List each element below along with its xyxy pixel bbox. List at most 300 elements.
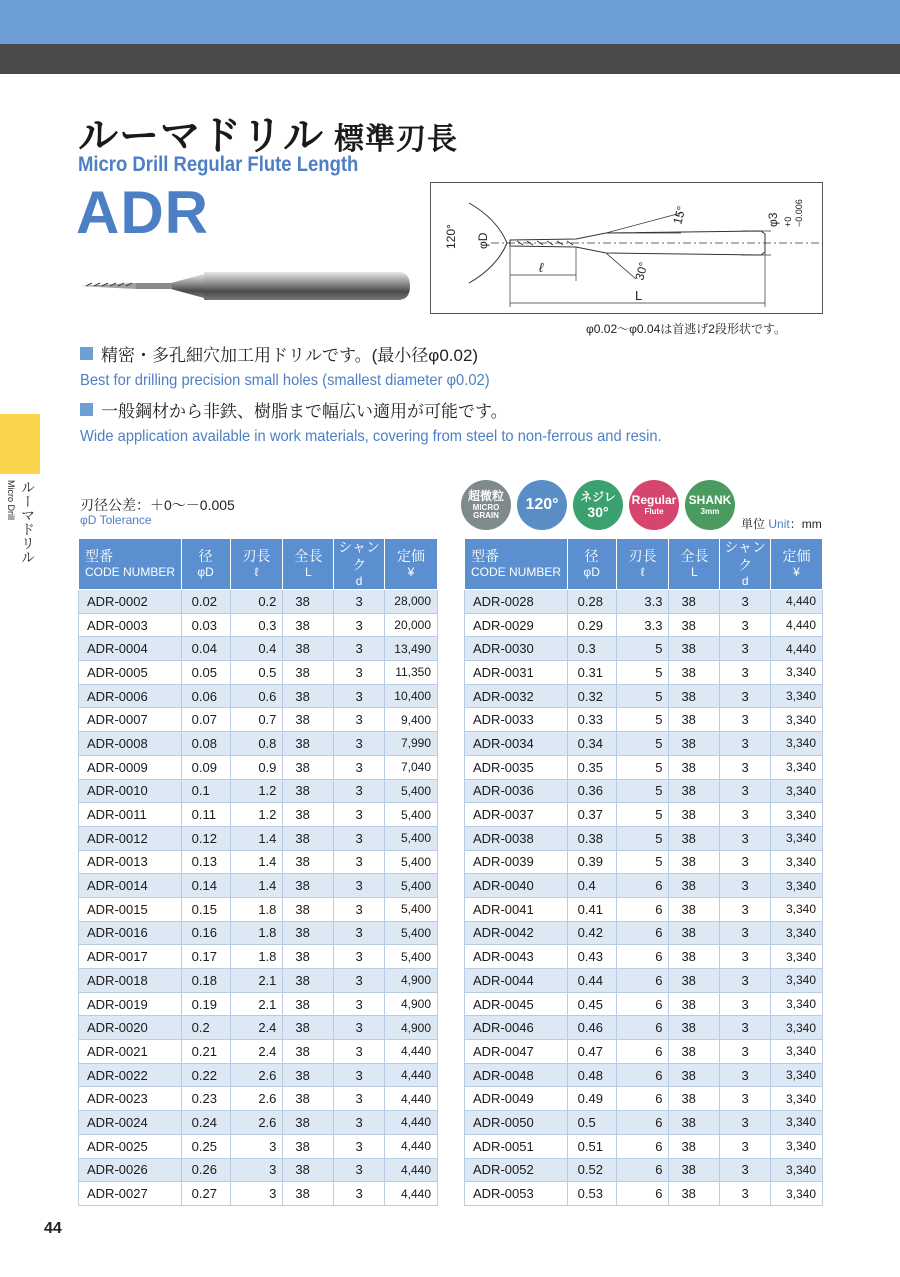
table-cell: 3,340 <box>771 1016 823 1040</box>
diagram-note: φ0.02～φ0.04は首逃げ2段形状です。 <box>586 322 786 336</box>
micro-grain-icon: 超微粒 MICRO GRAIN <box>461 480 511 530</box>
table-cell: 6 <box>616 874 669 898</box>
table-cell: ADR-0033 <box>465 708 568 732</box>
table-cell: 5 <box>616 826 669 850</box>
tip-angle-label: 120° <box>444 224 458 249</box>
table-cell: 0.1 <box>181 779 230 803</box>
table-cell: 3 <box>720 850 771 874</box>
table-row <box>79 637 438 661</box>
table-cell: 3 <box>334 755 385 779</box>
table-cell: ADR-0006 <box>79 684 182 708</box>
table-cell: 0.11 <box>181 803 230 827</box>
table-cell: ADR-0016 <box>79 921 182 945</box>
table-cell: 0.31 <box>567 661 616 685</box>
table-cell: 3 <box>720 992 771 1016</box>
table-cell: ADR-0017 <box>79 945 182 969</box>
table-cell: 0.19 <box>181 992 230 1016</box>
table-cell: 3,340 <box>771 684 823 708</box>
shank-tol-upper: +0 <box>783 216 793 227</box>
table-cell: 3 <box>334 684 385 708</box>
table-cell: 38 <box>669 874 720 898</box>
tolerance-en: φD Tolerance <box>80 513 152 527</box>
table-cell: 5 <box>616 779 669 803</box>
table-cell: 28,000 <box>384 590 437 614</box>
table-cell: ADR-0007 <box>79 708 182 732</box>
table-cell: 6 <box>616 1040 669 1064</box>
table-cell: 5 <box>616 755 669 779</box>
table-cell: 0.29 <box>567 613 616 637</box>
table-row <box>79 590 438 614</box>
table-cell: 38 <box>283 661 334 685</box>
neck-angle-label: 15° <box>670 204 689 226</box>
table-cell: 2.1 <box>230 969 283 993</box>
table-cell: 7,990 <box>384 732 437 756</box>
table-row <box>465 1182 823 1206</box>
table-row <box>465 1158 823 1182</box>
table-cell: 0.07 <box>181 708 230 732</box>
table-cell: 3 <box>720 1111 771 1135</box>
table-cell: 0.13 <box>181 850 230 874</box>
table-row <box>79 755 438 779</box>
table-cell: 0.43 <box>567 945 616 969</box>
table-cell: 4,440 <box>384 1063 437 1087</box>
table-cell: 4,440 <box>384 1087 437 1111</box>
table-cell: 38 <box>669 1087 720 1111</box>
table-cell: ADR-0036 <box>465 779 568 803</box>
table-cell: 38 <box>669 921 720 945</box>
table-cell: 2.4 <box>230 1040 283 1064</box>
table-cell: 5,400 <box>384 803 437 827</box>
table-cell: 10,400 <box>384 684 437 708</box>
table-cell: ADR-0042 <box>465 921 568 945</box>
table-cell: 3 <box>334 661 385 685</box>
table-cell: 3 <box>720 779 771 803</box>
table-cell: 38 <box>669 826 720 850</box>
table-cell: ADR-0028 <box>465 590 568 614</box>
table-cell: 2.6 <box>230 1111 283 1135</box>
table-cell: 3,340 <box>771 1111 823 1135</box>
table-cell: 3,340 <box>771 1087 823 1111</box>
table-cell: 3 <box>720 755 771 779</box>
table-cell: 7,040 <box>384 755 437 779</box>
table-row <box>79 1111 438 1135</box>
table-row <box>79 613 438 637</box>
table-row <box>465 732 823 756</box>
table-cell: 38 <box>283 1063 334 1087</box>
table-row <box>465 850 823 874</box>
table-cell: 3 <box>334 590 385 614</box>
shank-dia-label: φ3 <box>766 212 780 227</box>
table-cell: 1.4 <box>230 874 283 898</box>
table-cell: 5,400 <box>384 921 437 945</box>
table-cell: 4,440 <box>771 613 823 637</box>
table-cell: 38 <box>669 1134 720 1158</box>
table-cell: 0.16 <box>181 921 230 945</box>
flute-length-label: ℓ <box>539 260 544 275</box>
table-cell: 3,340 <box>771 1134 823 1158</box>
table-row <box>465 897 823 921</box>
table-cell: 0.4 <box>230 637 283 661</box>
table-row <box>465 1063 823 1087</box>
table-row <box>79 1134 438 1158</box>
table-cell: 3 <box>720 1040 771 1064</box>
helix-angle-icon: ネジレ 30° <box>573 480 623 530</box>
diameter-label: φD <box>476 232 490 249</box>
table-cell: 3 <box>334 803 385 827</box>
table-cell: 20,000 <box>384 613 437 637</box>
table-cell: ADR-0002 <box>79 590 182 614</box>
table-cell: 3 <box>720 1158 771 1182</box>
table-row <box>465 684 823 708</box>
table-cell: 3 <box>230 1158 283 1182</box>
feature-icons <box>461 480 735 530</box>
regular-flute-icon: Regular Flute <box>629 480 679 530</box>
table-cell: 3,340 <box>771 1063 823 1087</box>
table-cell: 3 <box>230 1134 283 1158</box>
table-cell: 3 <box>334 874 385 898</box>
table-cell: 0.27 <box>181 1182 230 1206</box>
table-row <box>465 755 823 779</box>
column-header: 全長 L <box>669 539 720 590</box>
table-cell: 3 <box>720 708 771 732</box>
table-cell: ADR-0021 <box>79 1040 182 1064</box>
table-cell: 0.35 <box>567 755 616 779</box>
table-cell: ADR-0037 <box>465 803 568 827</box>
table-cell: 0.53 <box>567 1182 616 1206</box>
table-cell: 3 <box>720 874 771 898</box>
unit-label: 単位 Unit：mm <box>741 517 822 531</box>
column-header: 径 φD <box>181 539 230 590</box>
top-dark-bar <box>0 44 900 74</box>
table-cell: 2.6 <box>230 1087 283 1111</box>
table-cell: ADR-0020 <box>79 1016 182 1040</box>
table-cell: 3,340 <box>771 945 823 969</box>
drill-diagram <box>430 182 823 314</box>
table-cell: 3 <box>720 1182 771 1206</box>
table-cell: 38 <box>669 850 720 874</box>
table-cell: 38 <box>669 1016 720 1040</box>
table-cell: 0.09 <box>181 755 230 779</box>
table-cell: 0.7 <box>230 708 283 732</box>
table-cell: 38 <box>669 637 720 661</box>
table-cell: 38 <box>283 1134 334 1158</box>
table-row <box>79 1016 438 1040</box>
table-cell: 0.04 <box>181 637 230 661</box>
table-cell: 38 <box>669 590 720 614</box>
table-cell: 38 <box>283 708 334 732</box>
table-cell: 0.34 <box>567 732 616 756</box>
table-cell: 38 <box>669 779 720 803</box>
point-angle-icon: 120° <box>517 480 567 530</box>
column-header: 定価 ¥ <box>771 539 823 590</box>
table-cell: 38 <box>283 897 334 921</box>
table-cell: 5 <box>616 850 669 874</box>
table-cell: ADR-0022 <box>79 1063 182 1087</box>
table-cell: 3 <box>720 1063 771 1087</box>
table-cell: 6 <box>616 921 669 945</box>
bullet-square-icon <box>80 347 93 360</box>
page-number: 44 <box>44 1220 62 1237</box>
table-cell: 6 <box>616 897 669 921</box>
table-row <box>79 874 438 898</box>
table-cell: 5 <box>616 708 669 732</box>
table-cell: 0.41 <box>567 897 616 921</box>
table-cell: 1.8 <box>230 921 283 945</box>
table-cell: 0.47 <box>567 1040 616 1064</box>
table-cell: 1.2 <box>230 803 283 827</box>
column-header: 径 φD <box>567 539 616 590</box>
table-cell: ADR-0051 <box>465 1134 568 1158</box>
table-cell: 3 <box>720 826 771 850</box>
table-cell: 38 <box>283 613 334 637</box>
table-cell: 0.12 <box>181 826 230 850</box>
table-cell: 4,440 <box>384 1182 437 1206</box>
table-cell: 5,400 <box>384 874 437 898</box>
table-cell: 4,440 <box>384 1040 437 1064</box>
table-cell: ADR-0008 <box>79 732 182 756</box>
shank-tol-lower: −0.006 <box>794 199 804 227</box>
side-index-tab <box>0 414 40 474</box>
table-row <box>79 684 438 708</box>
table-cell: 9,400 <box>384 708 437 732</box>
table-cell: 38 <box>283 969 334 993</box>
table-cell: 3 <box>334 1040 385 1064</box>
table-cell: 3 <box>334 1158 385 1182</box>
table-cell: ADR-0039 <box>465 850 568 874</box>
table-row <box>79 1040 438 1064</box>
table-cell: ADR-0041 <box>465 897 568 921</box>
table-cell: 38 <box>283 755 334 779</box>
table-cell: 0.48 <box>567 1063 616 1087</box>
table-cell: ADR-0047 <box>465 1040 568 1064</box>
table-row <box>465 590 823 614</box>
table-cell: 38 <box>283 1158 334 1182</box>
table-cell: 38 <box>283 1087 334 1111</box>
table-cell: 0.28 <box>567 590 616 614</box>
table-cell: 38 <box>669 613 720 637</box>
table-cell: 3,340 <box>771 755 823 779</box>
table-cell: ADR-0012 <box>79 826 182 850</box>
table-cell: 0.38 <box>567 826 616 850</box>
table-cell: 38 <box>283 1016 334 1040</box>
side-label-en: Micro Drill <box>6 480 16 520</box>
table-row <box>465 779 823 803</box>
table-cell: 5,400 <box>384 897 437 921</box>
table-header-row <box>465 539 823 590</box>
table-cell: 38 <box>669 992 720 1016</box>
table-cell: 6 <box>616 1182 669 1206</box>
table-cell: 6 <box>616 1016 669 1040</box>
table-cell: 3 <box>334 1016 385 1040</box>
table-cell: 38 <box>669 803 720 827</box>
table-cell: 0.52 <box>567 1158 616 1182</box>
table-cell: 3,340 <box>771 897 823 921</box>
table-cell: 38 <box>669 1158 720 1182</box>
table-row <box>465 992 823 1016</box>
table-cell: 4,440 <box>384 1158 437 1182</box>
table-cell: ADR-0029 <box>465 613 568 637</box>
table-row <box>465 613 823 637</box>
table-cell: 6 <box>616 1063 669 1087</box>
column-header: 型番 CODE NUMBER <box>465 539 568 590</box>
table-cell: ADR-0003 <box>79 613 182 637</box>
table-cell: 3 <box>720 969 771 993</box>
table-cell: 11,350 <box>384 661 437 685</box>
table-cell: ADR-0015 <box>79 897 182 921</box>
taper-angle-label: 30° <box>632 260 651 282</box>
table-cell: ADR-0046 <box>465 1016 568 1040</box>
table-row <box>79 708 438 732</box>
spec-table-right <box>464 538 823 1206</box>
table-cell: 0.3 <box>567 637 616 661</box>
table-cell: 38 <box>283 850 334 874</box>
table-cell: 0.24 <box>181 1111 230 1135</box>
table-cell: 0.2 <box>181 1016 230 1040</box>
table-cell: 3 <box>720 661 771 685</box>
table-cell: 4,440 <box>384 1111 437 1135</box>
table-cell: ADR-0050 <box>465 1111 568 1135</box>
table-row <box>465 1016 823 1040</box>
table-cell: 3,340 <box>771 1158 823 1182</box>
table-cell: 2.4 <box>230 1016 283 1040</box>
table-cell: 3,340 <box>771 661 823 685</box>
table-cell: ADR-0043 <box>465 945 568 969</box>
table-cell: 3 <box>334 897 385 921</box>
table-cell: 38 <box>669 755 720 779</box>
table-cell: 3 <box>334 1087 385 1111</box>
column-header: シャンク d <box>720 539 771 590</box>
table-cell: 0.36 <box>567 779 616 803</box>
table-cell: 3 <box>334 613 385 637</box>
table-cell: 4,440 <box>771 590 823 614</box>
table-cell: 38 <box>283 921 334 945</box>
table-row <box>79 969 438 993</box>
table-cell: 5,400 <box>384 826 437 850</box>
table-cell: 0.8 <box>230 732 283 756</box>
feature-2: 一般鋼材から非鉄、樹脂まで幅広い適用が可能です。 Wide application available in work materials, covering from steel to non-ferrous and resin. <box>80 402 662 445</box>
table-cell: 5 <box>616 637 669 661</box>
table-cell: 38 <box>283 1111 334 1135</box>
table-cell: 4,900 <box>384 969 437 993</box>
table-cell: 38 <box>283 1040 334 1064</box>
table-cell: 3.3 <box>616 613 669 637</box>
table-cell: 0.06 <box>181 684 230 708</box>
table-cell: ADR-0027 <box>79 1182 182 1206</box>
table-cell: 3,340 <box>771 969 823 993</box>
table-cell: 3 <box>720 732 771 756</box>
table-cell: ADR-0032 <box>465 684 568 708</box>
table-cell: 3 <box>334 945 385 969</box>
table-cell: ADR-0038 <box>465 826 568 850</box>
table-cell: 0.03 <box>181 613 230 637</box>
table-cell: 5 <box>616 803 669 827</box>
table-cell: ADR-0049 <box>465 1087 568 1111</box>
table-cell: ADR-0044 <box>465 969 568 993</box>
table-row <box>79 826 438 850</box>
table-row <box>465 637 823 661</box>
table-cell: 1.8 <box>230 945 283 969</box>
table-cell: 38 <box>283 637 334 661</box>
table-cell: 5 <box>616 732 669 756</box>
table-cell: 6 <box>616 992 669 1016</box>
table-cell: 3,340 <box>771 850 823 874</box>
table-cell: 38 <box>283 874 334 898</box>
table-cell: 3 <box>334 1182 385 1206</box>
table-cell: 3 <box>720 803 771 827</box>
table-cell: 4,440 <box>771 637 823 661</box>
page-title: ルーマドリル 標準刃長 <box>78 114 458 158</box>
table-cell: ADR-0034 <box>465 732 568 756</box>
table-row <box>465 969 823 993</box>
table-cell: 3 <box>720 1016 771 1040</box>
table-cell: ADR-0026 <box>79 1158 182 1182</box>
table-row <box>465 1134 823 1158</box>
table-cell: 38 <box>669 708 720 732</box>
table-cell: ADR-0025 <box>79 1134 182 1158</box>
table-cell: ADR-0011 <box>79 803 182 827</box>
table-cell: 0.23 <box>181 1087 230 1111</box>
table-row <box>465 921 823 945</box>
table-cell: 1.8 <box>230 897 283 921</box>
table-cell: 0.21 <box>181 1040 230 1064</box>
table-cell: 3 <box>720 897 771 921</box>
table-cell: 3 <box>720 637 771 661</box>
table-row <box>465 1040 823 1064</box>
table-cell: 0.26 <box>181 1158 230 1182</box>
table-row <box>465 1111 823 1135</box>
table-cell: 0.25 <box>181 1134 230 1158</box>
table-cell: 3 <box>720 1087 771 1111</box>
table-cell: 0.45 <box>567 992 616 1016</box>
table-cell: 3,340 <box>771 1182 823 1206</box>
table-cell: 38 <box>669 1111 720 1135</box>
table-cell: 0.37 <box>567 803 616 827</box>
page-subtitle-en: Micro Drill Regular Flute Length <box>78 153 359 176</box>
overall-length-label: L <box>635 288 643 303</box>
table-row <box>79 992 438 1016</box>
table-cell: 5 <box>616 684 669 708</box>
drill-photo <box>76 262 416 310</box>
table-cell: 3 <box>334 921 385 945</box>
table-cell: 0.51 <box>567 1134 616 1158</box>
table-row <box>79 779 438 803</box>
column-header: 全長 L <box>283 539 334 590</box>
table-cell: 3,340 <box>771 779 823 803</box>
feature-1: 精密・多孔細穴加工用ドリルです。(最小径φ0.02) Best for drilling precision small holes (smallest diameter φ0.02) <box>80 346 490 389</box>
table-cell: 38 <box>669 1182 720 1206</box>
table-cell: ADR-0024 <box>79 1111 182 1135</box>
table-cell: ADR-0045 <box>465 992 568 1016</box>
table-cell: ADR-0009 <box>79 755 182 779</box>
table-cell: 0.39 <box>567 850 616 874</box>
table-cell: ADR-0030 <box>465 637 568 661</box>
table-cell: 3 <box>720 590 771 614</box>
table-cell: 3,340 <box>771 803 823 827</box>
table-cell: 38 <box>669 1063 720 1087</box>
column-header: 型番 CODE NUMBER <box>79 539 182 590</box>
table-cell: ADR-0005 <box>79 661 182 685</box>
table-cell: 38 <box>669 732 720 756</box>
tolerance-jp: 刃径公差：＋0〜－0.005 <box>80 497 235 513</box>
table-cell: 3,340 <box>771 921 823 945</box>
table-cell: 0.46 <box>567 1016 616 1040</box>
table-cell: 38 <box>669 1040 720 1064</box>
table-row <box>79 803 438 827</box>
column-header: 定価 ¥ <box>384 539 437 590</box>
table-cell: 3 <box>720 1134 771 1158</box>
table-cell: 3 <box>230 1182 283 1206</box>
table-cell: 38 <box>669 945 720 969</box>
